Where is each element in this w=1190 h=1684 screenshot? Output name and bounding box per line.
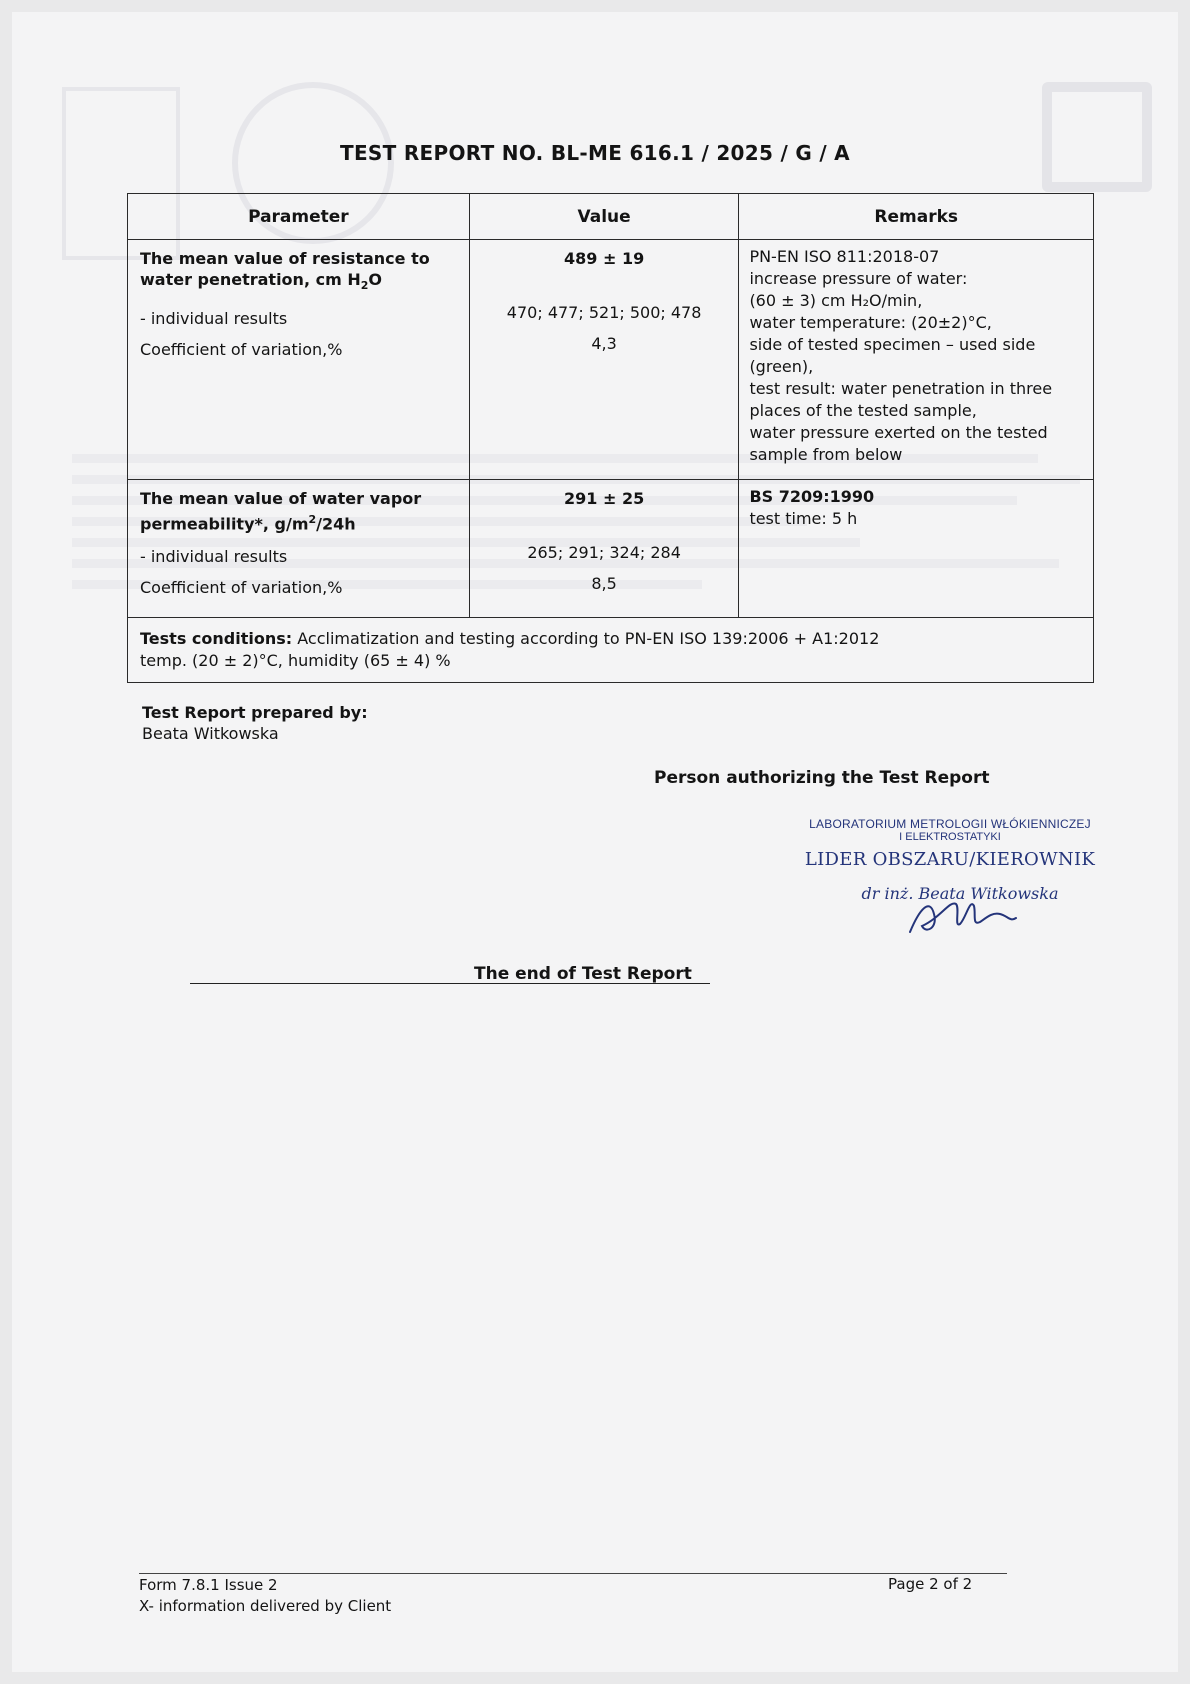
handwritten-signature [900,888,1030,948]
footer-form: Form 7.8.1 Issue 2 [139,1576,278,1594]
row2-title: The mean value of water vapor permeability*, $g/m^2/24h$ [140,489,422,534]
row2-parameter [128,480,470,618]
row1-title: The mean value of resistance to water penetration, cm $H_2O$ [140,249,430,293]
table-header-row [128,194,1094,240]
conditions-cell [128,618,1094,683]
row1-remarks [739,240,1094,480]
row2-standard: BS 7209:1990 [749,487,875,506]
row2-value [469,480,739,618]
prepared-by [142,702,368,744]
footer-page-number: Page 2 of 2 [888,1575,973,1593]
prepared-by-label: Test Report prepared by: [142,703,368,722]
row2-remarks [739,480,1094,618]
row1-remark-line: places of the tested sample, [749,401,977,420]
conditions-row [128,618,1094,683]
row1-value [469,240,739,480]
stamp-lab-name: LABORATORIUM METROLOGII WŁÓKIENNICZEJ [809,817,1091,831]
row1-remark-line: water pressure exerted on the tested [749,423,1048,442]
stamp-lab-sub: I ELEKTROSTATYKI [899,831,1001,843]
row1-cv-label: Coefficient of variation,% [140,340,343,360]
row2-cv-value: 8,5 [591,574,617,593]
bleed-logo-shape [1042,82,1152,192]
header-parameter: Parameter [128,194,470,240]
table-row [128,480,1094,618]
prepared-by-name: Beata Witkowska [142,724,279,743]
stamp-role: LIDER OBSZARU/KIEROWNIK [804,849,1096,870]
header-remarks: Remarks [739,194,1094,240]
row1-remark-line: PN-EN ISO 811:2018-07 [749,247,940,266]
authorizing-label: Person authorizing the Test Report [654,768,990,788]
row1-remark-line: (green), [749,357,814,376]
row1-remark-line: (60 ± 3) cm H₂O/min, [749,291,923,310]
results-table [127,193,1094,683]
row1-remark-line: water temperature: (20±2)°C, [749,313,992,332]
row1-mean: 489 ± 19 [564,249,645,268]
row1-remark-line: sample from below [749,445,903,464]
footer-left [139,1575,391,1617]
row2-test-time: test time: 5 h [749,509,858,528]
row2-individual-label: - individual results [140,547,288,567]
footer-note: X- information delivered by Client [139,1597,392,1615]
header-value: Value [469,194,739,240]
row2-individual-values: 265; 291; 324; 284 [527,543,681,562]
row1-remark-line: increase pressure of water: [749,269,968,288]
conditions-text-2: temp. (20 ± 2)°C, humidity (65 ± 4) % [140,651,451,670]
table-row [128,240,1094,480]
row1-cv-value: 4,3 [591,334,617,353]
row1-individual-label: - individual results [140,309,288,329]
conditions-label: Tests conditions: [140,629,293,648]
row1-individual-values: 470; 477; 521; 500; 478 [506,303,702,322]
end-of-report: The end of Test Report [474,964,692,984]
row2-cv-label: Coefficient of variation,% [140,578,343,598]
row2-mean: 291 ± 25 [564,489,645,508]
footer-divider [139,1573,1007,1574]
row1-remark-line: test result: water penetration in three [749,379,1053,398]
stamp-signatory: dr inż. Beata Witkowska [861,884,1059,903]
report-title: TEST REPORT NO. BL-ME 616.1 / 2025 / G / A [340,141,850,165]
row1-remark-line: side of tested specimen – used side [749,335,1036,354]
conditions-text: Acclimatization and testing according to PN-EN ISO 139:2006 + A1:2012 [292,629,880,648]
row1-parameter [128,240,470,480]
